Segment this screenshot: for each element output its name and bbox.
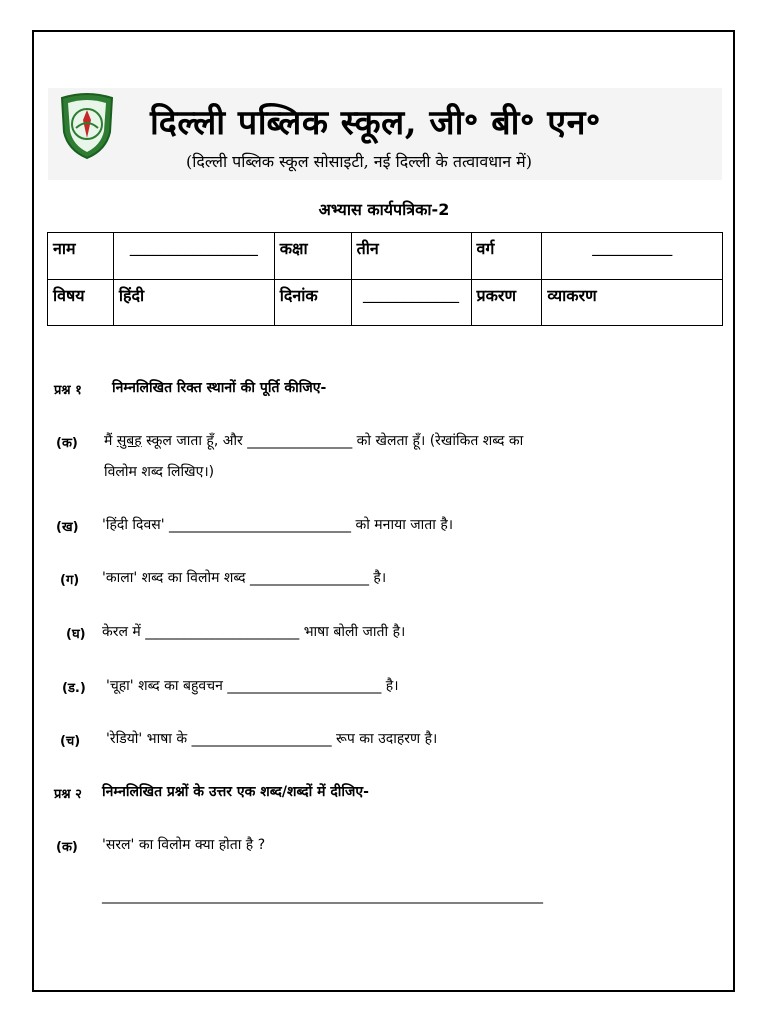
q1-c-text: 'काला' शब्द का विलोम शब्द _________________ है। [102, 570, 387, 586]
q1-label: प्रश्न १ [54, 383, 82, 398]
section-label: वर्ग [471, 233, 542, 280]
date-label: दिनांक [274, 279, 351, 326]
q1-a-pre: मैं [104, 433, 117, 449]
q1-a-underlined-word: सुबह [116, 433, 142, 449]
q1-b-text: 'हिंदी दिवस' __________________________ को मनाया जाता है। [102, 517, 454, 533]
topic-value: व्याकरण [542, 279, 723, 326]
name-label: नाम [48, 233, 114, 280]
school-subtitle: (दिल्ली पब्लिक स्कूल सोसाइटी, नई दिल्ली के तत्वावधान में) [186, 152, 532, 171]
info-row-1 [48, 233, 723, 280]
q1-f-marker: (च) [60, 734, 81, 749]
q2-label: प्रश्न २ [54, 787, 82, 802]
section-field[interactable]: __________ [542, 233, 723, 280]
worksheet-title: अभ्यास कार्यपत्रिका-2 [318, 200, 450, 219]
date-field[interactable]: ____________ [351, 279, 471, 326]
q1-f-text: 'रेडियो' भाषा के ____________________ रूप का उदाहरण है। [106, 731, 438, 747]
q2-heading: निम्नलिखित प्रश्नों के उत्तर एक शब्द/शब्दों में दीजिए- [102, 784, 369, 800]
topic-label: प्रकरण [471, 279, 542, 326]
class-label: कक्षा [274, 233, 351, 280]
school-logo [58, 92, 116, 160]
q1-a-line2: विलोम शब्द लिखिए।) [104, 464, 215, 480]
q2-a-text: 'सरल' का विलोम क्या होता है ? [102, 837, 266, 853]
student-info-table [47, 232, 723, 326]
q1-b-marker: (ख) [56, 520, 79, 535]
q1-d-marker: (घ) [66, 627, 86, 642]
class-value: तीन [351, 233, 471, 280]
q1-a-marker: (क) [56, 436, 78, 451]
q1-e-text: 'चूहा' शब्द का बहुवचन ______________________ है। [106, 678, 399, 694]
q1-heading: निम्नलिखित रिक्त स्थानों की पूर्ति कीजिए- [112, 380, 327, 396]
info-row-2 [48, 279, 723, 326]
q2-a-marker: (क) [56, 840, 78, 855]
q1-d-text: केरल में ______________________ भाषा बोली जाती है। [102, 624, 406, 640]
q2-a-answer-line[interactable]: _______________________________________________________________ [102, 888, 543, 904]
name-field[interactable]: ________________ [113, 233, 274, 280]
q1-a-text [104, 431, 523, 450]
subject-value: हिंदी [113, 279, 274, 326]
q1-a-post: स्कूल जाता हूँ, और _______________ को खेलता हूँ। (रेखांकित शब्द का [141, 433, 524, 449]
q1-c-marker: (ग) [60, 573, 80, 588]
school-name: दिल्ली पब्लिक स्कूल, जी॰ बी॰ एन॰ [150, 103, 601, 143]
subject-label: विषय [48, 279, 114, 326]
q1-e-marker: (ड.) [62, 681, 86, 696]
